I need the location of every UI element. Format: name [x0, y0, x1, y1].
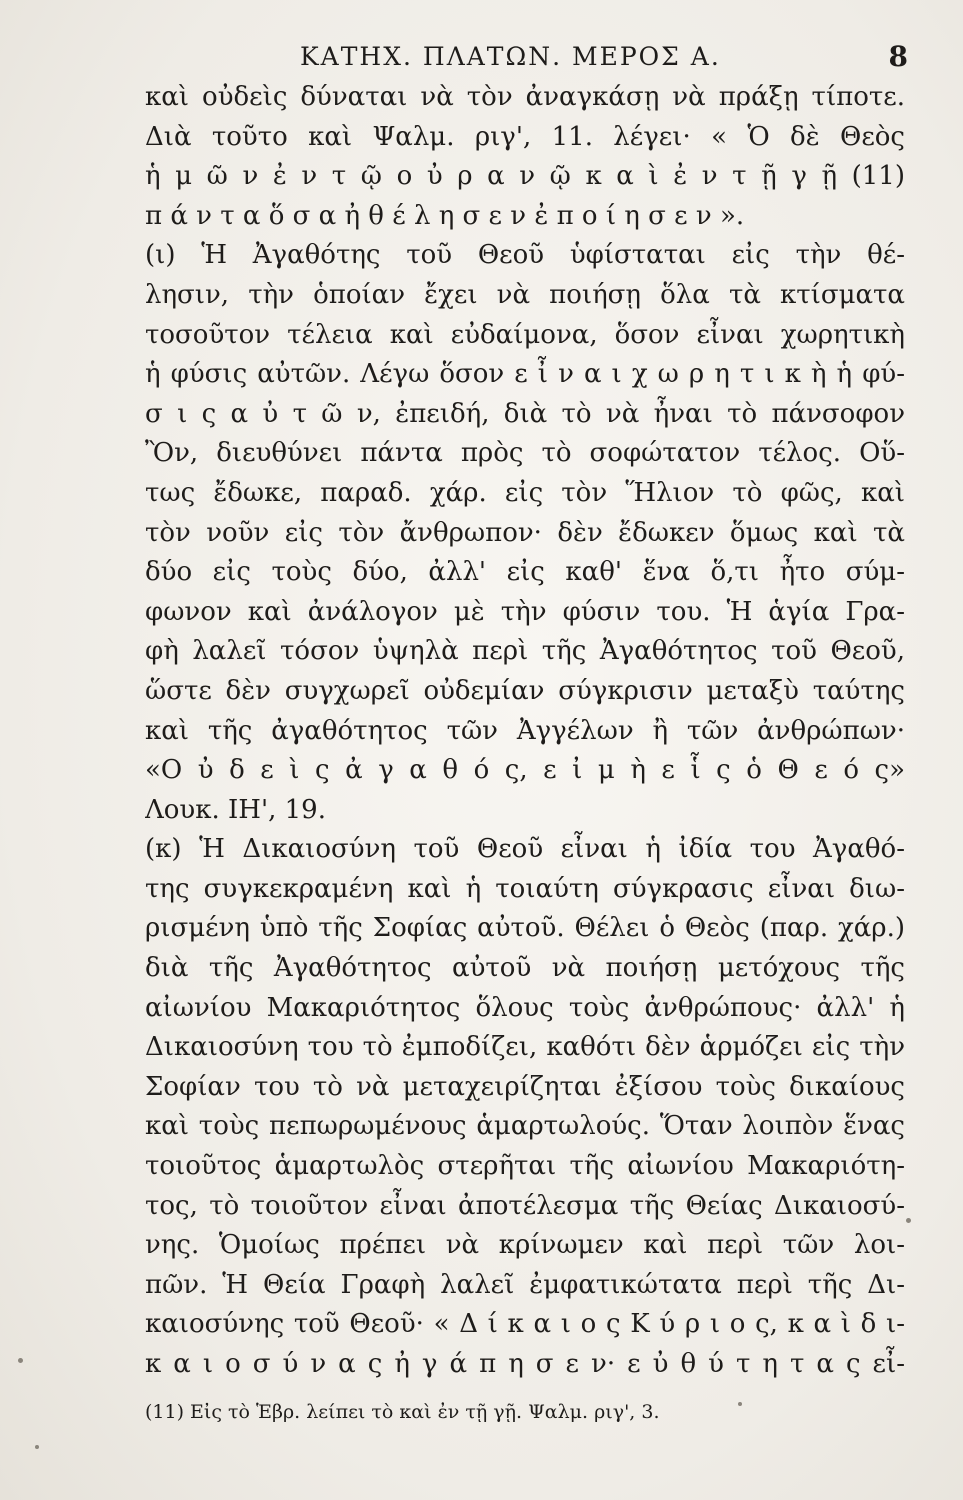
text-line: Δικαιοσύνη του τὸ ἐμποδίζει, καθότι δὲν ἁρμόζει εἰς τὴν [145, 1032, 905, 1063]
header-title: ΚΑΤΗΧ. ΠΛΑΤΩΝ. ΜΕΡΟΣ Α. [300, 42, 721, 71]
text-line: Διὰ τοῦτο καὶ Ψαλμ. ριγ', 11. λέγει· « Ὁ δὲ Θεὸς [145, 121, 905, 152]
text-line: Λουκ. ΙΗ', 19. [145, 794, 326, 825]
text-line: καὶ οὐδεὶς δύναται νὰ τὸν ἀναγκάσῃ νὰ πράξῃ τίποτε. [145, 82, 905, 112]
text-line: τος, τὸ τοιοῦτον εἶναι ἀποτέλεσμα τῆς Θείας Δικαιοσύ- [145, 1190, 905, 1221]
text-line: «Ο ὐ δ ε ὶ ς ἀ γ α θ ό ς, ε ἰ μ ὴ ε ἷ ς ὁ Θ ε ό ς» [145, 755, 905, 786]
text-line: (ι) Ἡ Ἀγαθότης τοῦ Θεοῦ ὑφίσταται εἰς τὴν θέ- [145, 240, 905, 271]
text-line: ὥστε δὲν συγχωρεῖ οὐδεμίαν σύγκρισιν μεταξὺ ταύτης [145, 675, 905, 706]
paper-speck [35, 1445, 39, 1449]
text-line: κ α ι ο σ ύ ν α ς ἠ γ ά π η σ ε ν· ε ὐ θ ύ τ η τ α ς εἶ- [145, 1349, 905, 1379]
text-line: ἡ φύσις αὐτῶν. Λέγω ὅσον ε ἶ ν α ι χ ω ρ η τ ι κ ὴ ἡ φύ- [145, 359, 905, 390]
paper-speck [738, 1402, 742, 1406]
text-line: τοσοῦτον τέλεια καὶ εὐδαίμονα, ὅσον εἶναι χωρητικὴ [145, 319, 905, 350]
text-line: καιοσύνης τοῦ Θεοῦ· « Δ ί κ α ι ο ς Κ ύ ρ ι ο ς, κ α ὶ δ ι- [145, 1309, 905, 1340]
text-line: τοιοῦτος ἁμαρτωλὸς στερῆται τῆς αἰωνίου Μακαριότη- [145, 1151, 905, 1182]
text-line: φὴ λαλεῖ τόσον ὑψηλὰ περὶ τῆς Ἀγαθότητος τοῦ Θεοῦ, [145, 636, 905, 667]
text-line: καὶ τοὺς πεπωρωμένους ἁμαρτωλούς. Ὅταν λοιπὸν ἕνας [145, 1111, 905, 1142]
text-line: ἡ μ ῶ ν ἐ ν τ ῷ ο ὐ ρ α ν ῷ κ α ὶ ἐ ν τ ῇ γ ῇ (11) [145, 161, 905, 192]
running-header [300, 42, 910, 82]
body-text [145, 78, 905, 1385]
text-line: λησιν, τὴν ὁποίαν ἔχει νὰ ποιήσῃ ὅλα τὰ κτίσματα [145, 279, 905, 310]
text-line: πῶν. Ἡ Θεία Γραφὴ λαλεῖ ἐμφατικώτατα περὶ τῆς Δι- [145, 1269, 905, 1300]
text-line: τως ἔδωκε, παραδ. χάρ. εἰς τὸν Ἥλιον τὸ φῶς, καὶ [145, 477, 905, 508]
text-line: διὰ τῆς Ἀγαθότητος αὐτοῦ νὰ ποιήσῃ μετόχους τῆς [145, 953, 905, 984]
text-line: ρισμένη ὑπὸ τῆς Σοφίας αὐτοῦ. Θέλει ὁ Θεὸς (παρ. χάρ.) [145, 913, 905, 944]
text-line: φωνον καὶ ἀνάλογον μὲ τὴν φύσιν του. Ἡ ἁγία Γρα- [145, 596, 905, 627]
paper-speck [18, 1358, 23, 1363]
page-number: 8 [888, 40, 910, 73]
text-line: Ὂν, διευθύνει πάντα πρὸς τὸ σοφώτατον τέλος. Οὕ- [145, 438, 905, 469]
text-line: Σοφίαν του τὸ νὰ μεταχειρίζηται ἐξίσου τοὺς δικαίους [145, 1071, 905, 1102]
text-line: νης. Ὁμοίως πρέπει νὰ κρίνωμεν καὶ περὶ τῶν λοι- [145, 1230, 905, 1261]
text-line: (κ) Ἡ Δικαιοσύνη τοῦ Θεοῦ εἶναι ἡ ἰδία του Ἀγαθό- [145, 834, 905, 865]
text-line: σ ι ς α ὐ τ ῶ ν, ἐπειδή, διὰ τὸ νὰ ἦναι τὸ πάνσοφον [145, 398, 905, 429]
text-line: καὶ τῆς ἀγαθότητος τῶν Ἀγγέλων ἢ τῶν ἀνθρώπων· [145, 715, 905, 746]
text-line: τὸν νοῦν εἰς τὸν ἄνθρωπον· δὲν ἔδωκεν ὅμως καὶ τὰ [145, 517, 905, 548]
paper-speck [906, 1218, 911, 1223]
text-line: δύο εἰς τοὺς δύο, ἀλλ' εἰς καθ' ἕνα ὅ,τι ἦτο σύμ- [145, 557, 905, 588]
text-line: της συγκεκραμένη καὶ ἡ τοιαύτη σύγκρασις εἶναι διω- [145, 873, 905, 904]
text-line: αἰωνίου Μακαριότητος ὅλους τοὺς ἀνθρώπους· ἀλλ' ἡ [145, 992, 905, 1023]
text-line: π ά ν τ α ὅ σ α ἠ θ έ λ η σ ε ν ἐ π ο ί η σ ε ν ». [145, 200, 745, 231]
footnote: (11) Εἰς τὸ Ἑβρ. λείπει τὸ καὶ ἐν τῇ γῇ. Ψαλμ. ριγ', 3. [145, 1401, 660, 1423]
